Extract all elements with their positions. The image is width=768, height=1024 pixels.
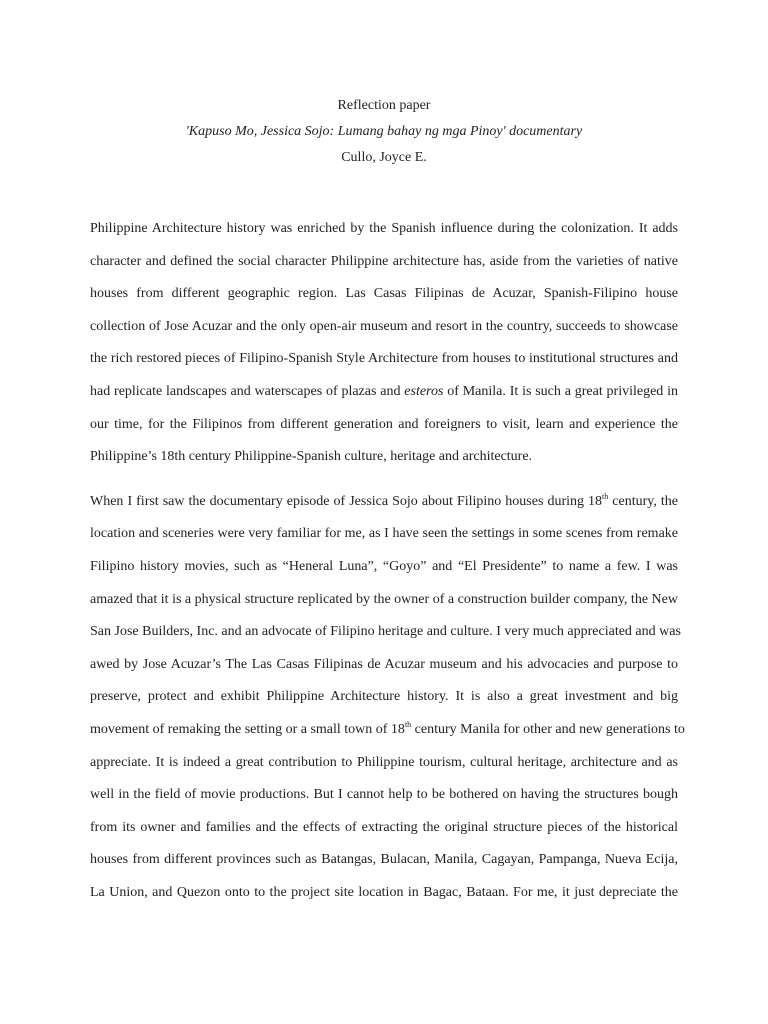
line-text: century, the <box>608 493 678 509</box>
paragraph-line: houses from different provinces such as Batangas, Bulacan, Manila, Cagayan, Pampanga, Nueva Ecija, <box>90 852 678 868</box>
paragraph-line: location and sceneries were very familiar for me, as I have seen the settings in some scenes from remake <box>90 526 678 542</box>
paragraph-line: well in the field of movie productions. But I cannot help to be bothered on having the structures bough <box>90 787 678 803</box>
document-title: Reflection paper <box>337 98 431 113</box>
line-text: century Manila for other and new generations to <box>411 721 685 737</box>
superscript: th <box>404 719 412 729</box>
paragraph-line: Philippine’s 18th century Philippine-Spanish culture, heritage and architecture. <box>90 449 533 465</box>
paragraph-line: La Union, and Quezon onto to the project site location in Bagac, Bataan. For me, it just depreciate the <box>90 884 678 900</box>
line-text: of Manila. It is such a great privileged in <box>443 383 678 399</box>
paragraph-line: amazed that it is a physical structure replicated by the owner of a construction builder company, the New <box>90 591 678 607</box>
paragraph-line <box>90 376 678 409</box>
paragraph-line: awed by Jose Acuzar’s The Las Casas Filipinas de Acuzar museum and his advocacies and purpose to <box>90 656 678 672</box>
superscript: th <box>602 491 609 501</box>
paragraph-2 <box>90 486 685 910</box>
paragraph-1 <box>90 213 678 474</box>
paragraph-line: San Jose Builders, Inc. and an advocate of Filipino heritage and culture. I very much appreciated and was <box>90 624 681 640</box>
line-text: When I first saw the documentary episode of Jessica Sojo about Filipino houses during 18 <box>90 493 603 509</box>
paragraph-line: Filipino history movies, such as “Heneral Luna”, “Goyo” and “El Presidente” to name a few. I was <box>90 558 678 574</box>
paragraph-line: Philippine Architecture history was enriched by the Spanish influence during the colonization. It adds <box>90 221 678 236</box>
paragraph-line: preserve, protect and exhibit Philippine Architecture history. It is also a great investment and big <box>90 689 678 705</box>
line-text: movement of remaking the setting or a small town of 18 <box>90 721 405 737</box>
line-text: had replicate landscapes and waterscapes of plazas and <box>90 383 405 399</box>
document-subtitle: 'Kapuso Mo, Jessica Sojo: Lumang bahay ng mga Pinoy' documentary <box>185 124 583 139</box>
paragraph-line: character and defined the social character Philippine architecture has, aside from the varieties of native <box>90 253 678 269</box>
paragraph-line: from its owner and families and the effects of extracting the original structure pieces of the historical <box>90 819 678 835</box>
italic-term: esteros <box>404 383 444 399</box>
paragraph-line: appreciate. It is indeed a great contribution to Philippine tourism, cultural heritage, architecture and as <box>90 754 678 770</box>
document-author: Cullo, Joyce E. <box>341 150 427 165</box>
paragraph-line <box>90 486 678 519</box>
paragraph-line: collection of Jose Acuzar and the only open-air museum and resort in the country, succeeds to showcase <box>90 318 678 334</box>
paragraph-line: our time, for the Filipinos from different generation and foreigners to visit, learn and experience the <box>90 416 678 432</box>
paragraph-line: the rich restored pieces of Filipino-Spanish Style Architecture from houses to institutional structures and <box>90 351 678 367</box>
paragraph-line: houses from different geographic region. Las Casas Filipinas de Acuzar, Spanish-Filipino house <box>90 286 678 302</box>
document-header <box>0 93 768 171</box>
document-body <box>90 213 685 921</box>
paragraph-line <box>90 714 685 747</box>
